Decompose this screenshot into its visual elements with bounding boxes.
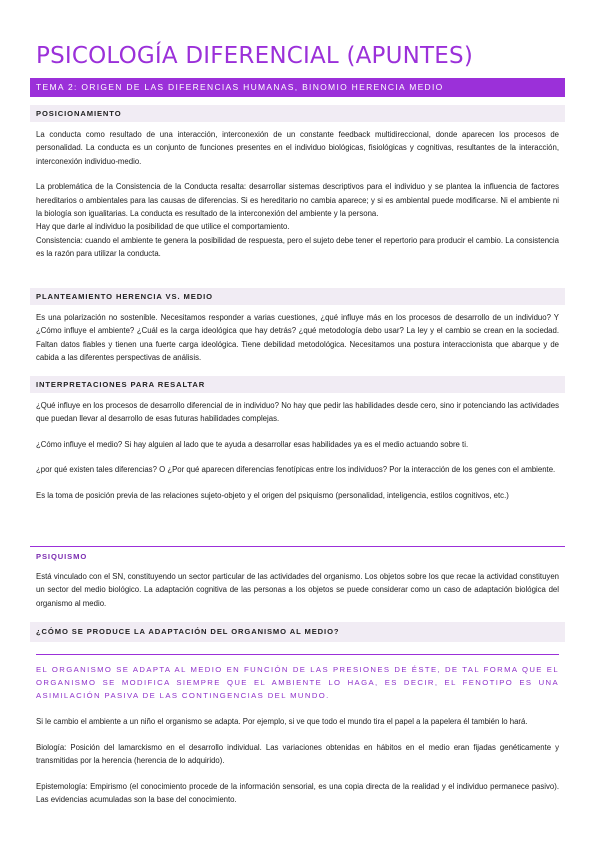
paragraph: ¿por qué existen tales diferencias? O ¿Por qué aparecen diferencias fenotípicas entre los individuos? Por la interacción de los genes con el ambiente. [36, 465, 556, 475]
section-planteamiento [30, 288, 565, 365]
section-heading: PSIQUISMO [36, 552, 88, 561]
divider [30, 546, 565, 547]
paragraph: La problemática de la Consistencia de la Conducta resalta: desarrollar sistemas descriptivos para el individuo y se plantea la influencia de factores hereditarios o ambientales para las causas de diferencias. Si es hereditario no cambia aparece; y si es ambiental puede modificarse. Ni el ambiente ni la biología son igualitarias. La conducta es resultado de la interconexión del ambiente y la persona. [36, 182, 559, 219]
paragraph: ¿Cómo influye el medio? Si hay alguien al lado que te ayuda a desarrollar esas habilidades ya es el medio actuando sobre ti. [36, 439, 469, 449]
document-title: PSICOLOGÍA DIFERENCIAL (APUNTES) [36, 43, 474, 69]
divider [36, 654, 559, 655]
paragraph: Está vinculado con el SN, constituyendo un sector particular de las actividades del organismo. Los objetos sobre los que recae la actividad constituyen un sector del medio biológico. La adaptación cognitiva de las personas a los objetos se puede considerar como un caso de adaptación biológica del organismo al medio. [36, 572, 559, 608]
paragraph: Biología: Posición del lamarckismo en el desarrollo individual. Las variaciones obtenidas en hábitos en el medio eran fijadas genéticamente y transmitidas por la herencia (herencia de lo adquirido). [36, 742, 559, 766]
section-adaptacion [30, 622, 565, 806]
section-psiquismo [30, 546, 565, 610]
paragraph: Es una polarización no sostenible. Necesitamos responder a varias cuestiones, ¿qué influye más en los procesos de desarrollo de un individuo? Y ¿Cómo influye el ambiente? ¿Cuál es la carga ideológica que hay detrás? ¿qué metodología debo usar? La ley y el cambio se crean en la sociedad. Faltan datos fiables y tienen una fuerte carga ideológica. Tiene debilidad metodológica. Necesitamos una postura interaccionista que abarque y de cabida a las diferentes perspectivas de análisis. [36, 313, 559, 363]
section-heading: POSICIONAMIENTO [30, 105, 565, 122]
paragraph: Si le cambio el ambiente a un niño el organismo se adapta. Por ejemplo, si ve que todo el mundo tira el papel a la papelera él también lo hará. [36, 717, 528, 727]
paragraph: Epistemología: Empirismo (el conocimiento procede de la información sensorial, es una copia directa de la realidad y el individuo permanece pasivo). Las evidencias acumuladas son la base del conocimiento. [36, 781, 559, 804]
highlight-statement: EL ORGANISMO SE ADAPTA AL MEDIO EN FUNCIÓN DE LAS PRESIONES DE ÉSTE, DE TAL FORMA QUE EL ORGANISMO SE MODIFICA SIEMPRE QUE EL AMBIENTE LO HAGA, ES DECIR, EL FENOTIPO ES UNA ASIMILACIÓN PASIVA DE LAS CONTINGENCIAS DEL MUNDO. [36, 664, 559, 700]
section-heading: INTERPRETACIONES PARA RESALTAR [30, 376, 565, 393]
paragraph: Es la toma de posición previa de las relaciones sujeto-objeto y el origen del psiquismo (personalidad, inteligencia, estilos cognitivos, etc.) [36, 490, 509, 500]
section-posicionamiento [30, 105, 565, 261]
paragraph: ¿Qué influye en los procesos de desarrollo diferencial de in individuo? No hay que pedir las habilidades desde cero, sino ir potenciando las actividades que puedan llevar al desarrollo de esas futuras habilidades complejas. [36, 401, 559, 424]
section-heading: PLANTEAMIENTO HERENCIA VS. MEDIO [30, 288, 565, 305]
paragraph: La conducta como resultado de una interacción, interconexión de un constante feedback multidireccional, donde aparecen los procesos de personalidad. La conducta es un conjunto de funciones presentes en el individuo biológicas, fisiológicas y cognitivas, resultantes de la interacción, interconexión individuo-medio. [36, 130, 559, 166]
section-heading: ¿CÓMO SE PRODUCE LA ADAPTACIÓN DEL ORGANISMO AL MEDIO? [30, 622, 565, 642]
tema-heading-bar: TEMA 2: ORIGEN DE LAS DIFERENCIAS HUMANAS, BINOMIO HERENCIA MEDIO [30, 78, 565, 97]
section-interpretaciones [30, 376, 565, 502]
paragraph: Hay que darle al individuo la posibilidad de que utilice el comportamiento. [36, 222, 290, 232]
paragraph: Consistencia: cuando el ambiente te genera la posibilidad de respuesta, pero el sujeto debe tener el repertorio para producir el cambio. La consistencia es la razón para utilizar la conducta. [36, 235, 559, 259]
